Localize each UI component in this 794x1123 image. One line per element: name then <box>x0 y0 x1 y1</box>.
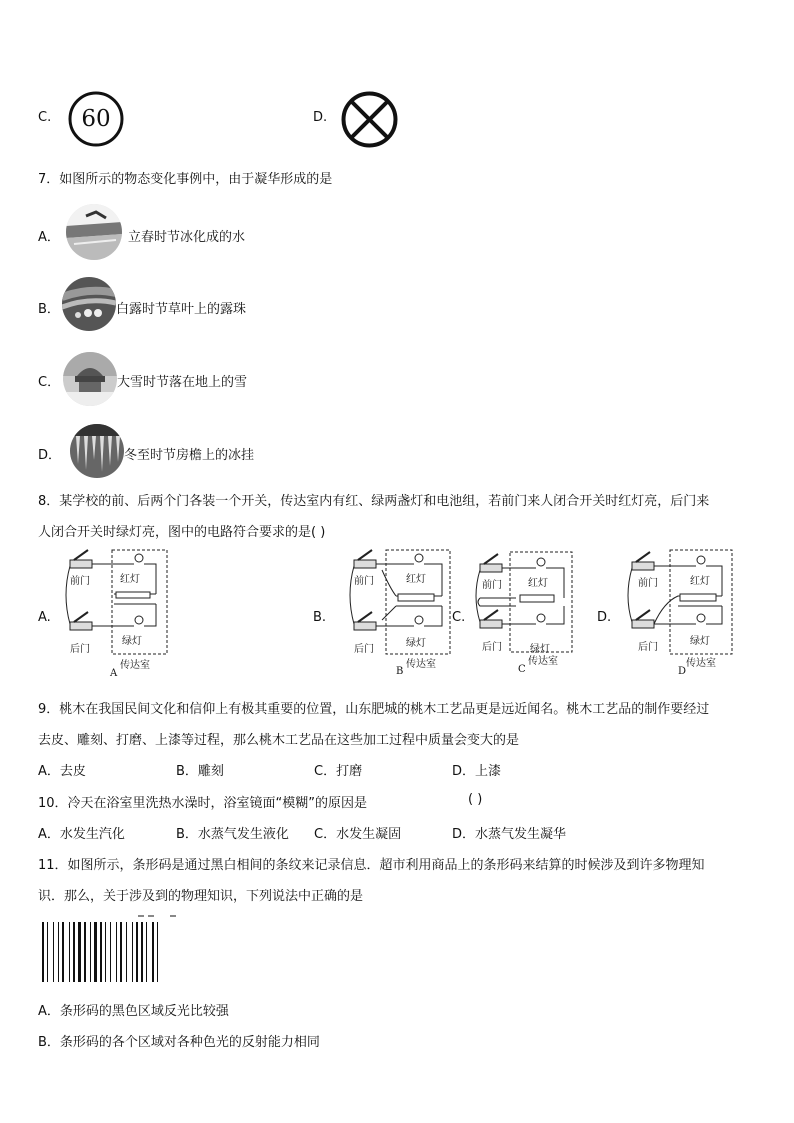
circuit-b-green-lamp-label: 绿灯 <box>406 638 426 649</box>
barcode-bar <box>116 922 117 982</box>
circuit-a-front-door-label: 前门 <box>70 576 90 587</box>
q11-line-2: 识．那么，关于涉及到的物理知识，下列说法中正确的是 <box>38 889 364 904</box>
circuit-c-front-door-label: 前门 <box>482 580 502 591</box>
q7-option-a-text: 立春时节冰化成的水 <box>128 230 246 245</box>
barcode-bar <box>120 922 122 982</box>
circuit-a-red-lamp-label: 红灯 <box>120 574 140 585</box>
circuit-c-red-lamp-label: 红灯 <box>528 578 548 589</box>
q8-option-c-letter: C. <box>452 610 466 625</box>
circuit-diagram-b <box>346 548 456 682</box>
q8-option-d-letter: D. <box>597 610 612 625</box>
barcode-bar <box>146 922 147 982</box>
q8-option-b-letter: B. <box>313 610 327 625</box>
q9-option-b: B．雕刻 <box>176 764 224 779</box>
q7-option-b-text: 白露时节草叶上的露珠 <box>116 302 247 317</box>
barcode-bar <box>132 922 133 982</box>
barcode-bar <box>100 922 102 982</box>
circuit-b-red-lamp-label: 红灯 <box>406 574 426 585</box>
circuit-a-room-label: 传达室 <box>120 660 150 671</box>
barcode-bar <box>152 922 154 982</box>
q7-option-d-image <box>70 424 124 478</box>
barcode-bar <box>58 922 59 982</box>
q10-option-a: A．水发生汽化 <box>38 827 125 842</box>
q10-option-d: D．水蒸气发生凝华 <box>452 827 567 842</box>
circuit-diagram-c <box>472 548 576 682</box>
barcode-bar <box>47 922 48 982</box>
speed-limit-sign-icon <box>68 91 124 147</box>
circuit-d-red-lamp-label: 红灯 <box>690 576 710 587</box>
barcode-bar <box>73 922 75 982</box>
circuit-b-room-label: 传达室 <box>406 659 436 670</box>
barcode-bar <box>90 922 91 982</box>
circuit-d-front-door-label: 前门 <box>638 578 658 589</box>
q7-option-b-letter: B． <box>38 302 60 317</box>
barcode-bar <box>141 922 143 982</box>
circuit-c-room-label: 传达室 <box>528 656 558 667</box>
circuit-b-front-door-label: 前门 <box>354 576 374 587</box>
barcode-bar <box>126 922 127 982</box>
q10-answer-paren: ( ) <box>468 792 483 807</box>
q7-option-d-text: 冬至时节房檐上的冰挂 <box>124 448 255 463</box>
barcode-bar <box>62 922 64 982</box>
circuit-a-back-door-label: 后门 <box>70 644 90 655</box>
q10-option-c: C．水发生凝固 <box>314 827 402 842</box>
circuit-diagram-d <box>624 548 736 682</box>
option-c-label: C. <box>38 110 52 125</box>
barcode-bar <box>157 922 158 982</box>
q8-line-1: 8．某学校的前、后两个门各装一个开关，传达室内有红、绿两盏灯和电池组，若前门来人闭合开关时红灯亮，后门来 <box>38 494 710 509</box>
q11-option-b: B．条形码的各个区域对各种色光的反射能力相同 <box>38 1035 320 1050</box>
circuit-c-caption: C <box>518 664 526 675</box>
barcode-image <box>40 912 186 984</box>
circuit-c-green-lamp-label: 绿灯 <box>530 644 550 655</box>
circuit-a-caption: A <box>110 668 118 679</box>
barcode-bar <box>105 922 106 982</box>
q9-option-c: C．打磨 <box>314 764 363 779</box>
circuit-d-back-door-label: 后门 <box>638 642 658 653</box>
speed-limit-value: 60 <box>81 106 111 132</box>
circuit-c-back-door-label: 后门 <box>482 642 502 653</box>
q8-line-2: 人闭合开关时绿灯亮，图中的电路符合要求的是( ) <box>38 525 326 540</box>
circuit-b-caption: B <box>396 666 404 677</box>
barcode-bar <box>136 922 138 982</box>
q7-option-c-letter: C． <box>38 375 61 390</box>
q11-line-1: 11．如图所示，条形码是通过黑白相间的条纹来记录信息．超市利用商品上的条形码来结算的时候涉及到许多物理知 <box>38 858 705 873</box>
no-horn-sign-icon <box>341 91 398 148</box>
q9-line-1: 9．桃木在我国民间文化和信仰上有极其重要的位置，山东肥城的桃木工艺品更是远近闻名。桃木工艺品的制作要经过 <box>38 702 710 717</box>
barcode-bar <box>78 922 81 982</box>
q9-option-a: A．去皮 <box>38 764 86 779</box>
barcode-bar <box>53 922 54 982</box>
q10-stem: 10．冷天在浴室里洗热水澡时，浴室镜面“模糊”的原因是 <box>38 796 368 811</box>
q8-option-a-letter: A. <box>38 610 51 625</box>
barcode-bar <box>94 922 97 982</box>
circuit-b-back-door-label: 后门 <box>354 644 374 655</box>
option-d-label: D. <box>313 110 328 125</box>
circuit-diagram-a <box>60 548 172 682</box>
barcode-bar <box>69 922 70 982</box>
q7-option-c-text: 大雪时节落在地上的雪 <box>117 375 248 390</box>
q9-line-2: 去皮、雕刻、打磨、上漆等过程，那么桃木工艺品在这些加工过程中质量会变大的是 <box>38 733 520 748</box>
q11-option-a: A．条形码的黑色区域反光比较强 <box>38 1004 229 1019</box>
q7-option-a-letter: A． <box>38 230 60 245</box>
barcode-bar <box>42 922 44 982</box>
q7-option-a-image <box>66 204 122 260</box>
q10-option-b: B．水蒸气发生液化 <box>176 827 289 842</box>
circuit-d-green-lamp-label: 绿灯 <box>690 636 710 647</box>
q7-option-c-image <box>63 352 117 406</box>
barcode-bar <box>110 922 111 982</box>
circuit-d-room-label: 传达室 <box>686 658 716 669</box>
q7-option-d-letter: D． <box>38 448 62 463</box>
circuit-d-caption: D <box>678 666 687 677</box>
circuit-a-green-lamp-label: 绿灯 <box>122 636 142 647</box>
barcode-bar <box>84 922 86 982</box>
q9-option-d: D．上漆 <box>452 764 502 779</box>
q7-option-b-image <box>62 277 116 331</box>
q7-stem: 7．如图所示的物态变化事例中，由于凝华形成的是 <box>38 172 333 187</box>
